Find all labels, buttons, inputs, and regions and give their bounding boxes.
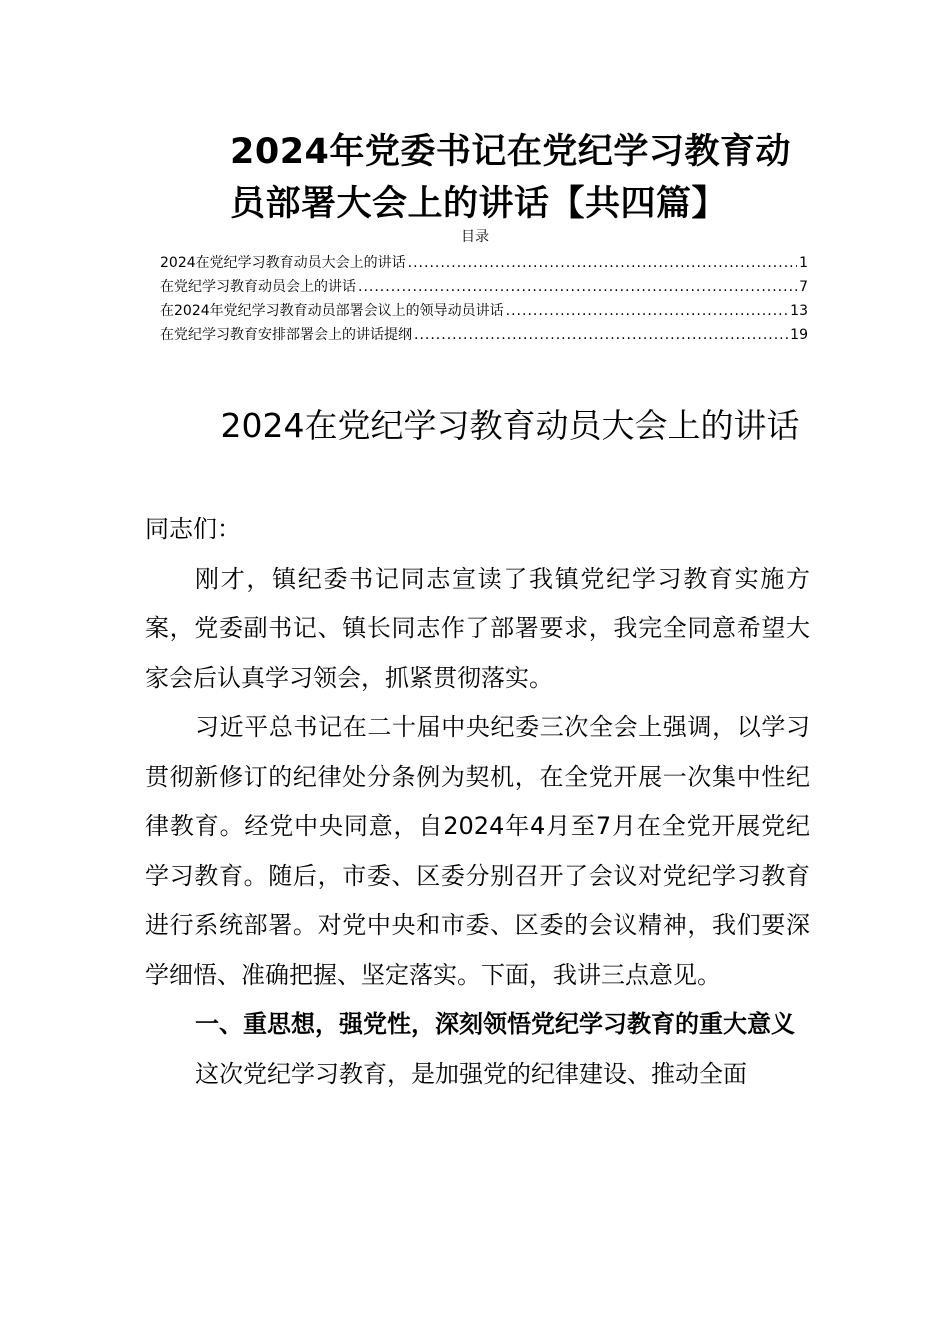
body-paragraph: 习近平总书记在二十届中央纪委三次全会上强调，以学习贯彻新修订的纪律处分条例为契机，在全党开展一次集中性纪律教育。经党中央同意，自2024年4月至7月在全党开展党纪学习教育。随后，市委、区委分别召开了会议对党纪学习教育进行系统部署。对党中央和市委、区委的会议精神，我们要深学细悟、准确把握、坚定落实。下面，我讲三点意见。 [145,713,810,989]
toc-entry[interactable] [160,323,808,347]
toc-entry-page: 1 [799,255,808,271]
section-heading-one: 一、重思想，强党性，深刻领悟党纪学习教育的重大意义 [195,1010,795,1038]
section-title: 2024在党纪学习教育动员大会上的讲话 [220,406,800,445]
toc-entry-page: 7 [799,279,808,295]
toc-entry-page: 13 [790,303,808,319]
toc-dot-leader [358,275,797,299]
toc-entry-title: 在2024年党纪学习教育动员部署会议上的领导动员讲话 [160,303,504,319]
toc-entry-title: 2024在党纪学习教育动员大会上的讲话 [160,255,406,271]
toc-heading: 目录 [461,229,489,245]
document-main-title: 2024年党委书记在党纪学习教育动员部署大会上的讲话【共四篇】 [230,132,791,224]
speech-body [145,505,810,1099]
toc-entry[interactable] [160,251,808,275]
toc-entry-page: 19 [790,327,808,343]
toc-dot-leader [408,251,797,275]
toc-entry[interactable] [160,299,808,323]
body-paragraph: 刚才，镇纪委书记同志宣读了我镇党纪学习教育实施方案，党委副书记、镇长同志作了部署要求，我完全同意希望大家会后认真学习领会，抓紧贯彻落实。 [145,564,810,692]
toc-entry-title: 在党纪学习教育安排部署会上的讲话提纲 [160,327,412,343]
toc-entry[interactable] [160,275,808,299]
toc-dot-leader [414,323,788,347]
body-paragraph: 这次党纪学习教育，是加强党的纪律建设、推动全面 [195,1059,747,1088]
salutation: 同志们： [145,515,241,543]
toc-entry-title: 在党纪学习教育动员会上的讲话 [160,279,356,295]
table-of-contents [160,251,808,347]
toc-dot-leader [506,299,789,323]
